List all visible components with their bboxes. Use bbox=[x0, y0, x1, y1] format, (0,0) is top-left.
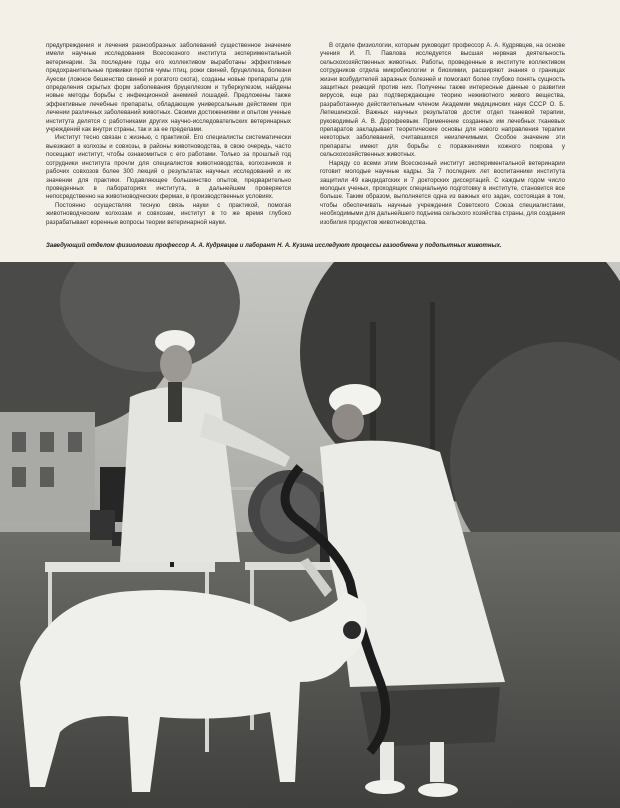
article-left-column bbox=[46, 42, 291, 227]
right-paragraph-1: В отделе физиологии, которым руководит профессор А. А. Кудрявцев, на основе учения И. П. Павлова исследуется высшая нервная деятельность сельскохозяйственных животных. Работы, проведенные в институте коллективом сотрудников отдела микробиологии и биохимии, расширяют знания о границах жизни возбудителей заразных болезней и помогают более глубоко понять сущность защитных реакций против них. Получены также интересные данные о развитии вирусов, еще раз подтверждающие теорию неживотного живого вещества, разработанную действительным членом Академии медицинских наук СССР О. Б. Лепешинской. Важных научных результатов достиг отдел тканевой терапии, руководимый А. В. Дорофеевым. Применение созданных им лечебных тканевых препаратов закладывает теоретические основы для нового направления терапии некоторых заболеваний, считавшихся неизлечимыми. Особое значение эти препараты имеют для борьбы с поражениями кожного покрова у сельскохозяйственных животных. bbox=[320, 42, 565, 159]
left-paragraph-3: Постоянно осуществляя тесную связь науки с практикой, помогая животноводческим колхозам и совхозам, институт в то же время глубоко разрабатывает коренные вопросы теории ветеринарной науки. bbox=[46, 201, 291, 226]
photo-caption: Заведующий отделом физиологии профессор А. А. Кудрявцев и лаборант Н. А. Кузина исследуют процессы газообмена у подопытных животных. bbox=[46, 243, 502, 249]
goat-mask bbox=[343, 621, 361, 639]
photo-illustration bbox=[0, 262, 620, 808]
lab-table bbox=[45, 562, 215, 572]
article-right-column bbox=[320, 42, 565, 227]
assistant-face bbox=[332, 404, 364, 440]
left-paragraph-1: предупреждения и лечения разнообразных заболеваний существенное значение имели научные исследования Всесоюзного института экспериментальной ветеринарии. За последние годы его коллективом выработаны эффективные предохранительные прививки против чумы птиц, рожи свиней, бруцеллеза, болезни Ауески (ложное бешенство свиней и рогатого скота), созданы новые препараты для определения скрытых форм заболевания бруцеллезом и туберкулезом, найдены новые методы борьбы с инфекционной анемией лошадей. Предложены также эффективные лечебные препараты, обладающие универсальным действием при лечении различных заболеваний животных. Своими достижениями и опытом ученые института делятся с работниками других научно-исследовательских ветеринарных учреждений как внутри страны, так и за ее пределами. bbox=[46, 42, 291, 134]
left-paragraph-2: Институт тесно связан с жизнью, с практикой. Его специалисты систематически выезжают в колхозы и совхозы, в районы животноводства, в свою очередь, часто посещают институт, чтобы ознакомиться с его работами. Только за прошлый год сотрудники института прочли для специалистов животноводства, колхозников и рабочих совхозов более 300 лекций о результатах научных исследований и их значении для практики. Подавляющее большинство опытов, предварительно проведенных в лабораториях института, в дальнейшем проверяется непосредственно на животноводческих фермах, в производственных условиях. bbox=[46, 134, 291, 201]
professor-face bbox=[160, 345, 192, 383]
right-paragraph-2: Наряду со всеми этим Всесоюзный институт экспериментальной ветеринарии готовит молодые научные кадры. За 7 последних лет воспитанники института защитили 49 кандидатских и 7 докторских диссертаций. С каждым годом число молодых ученых, проходящих специальную подготовку в институте, становится все больше. Таким образом, выполняется одна из важных его задач, состоящая в том, чтобы обеспечивать научные учреждения Советского Союза специалистами, необходимыми для дальнейшего подъема сельского хозяйства страны, для создания изобилия продуктов животноводства. bbox=[320, 159, 566, 226]
photograph-laboratory-goat bbox=[0, 262, 620, 808]
